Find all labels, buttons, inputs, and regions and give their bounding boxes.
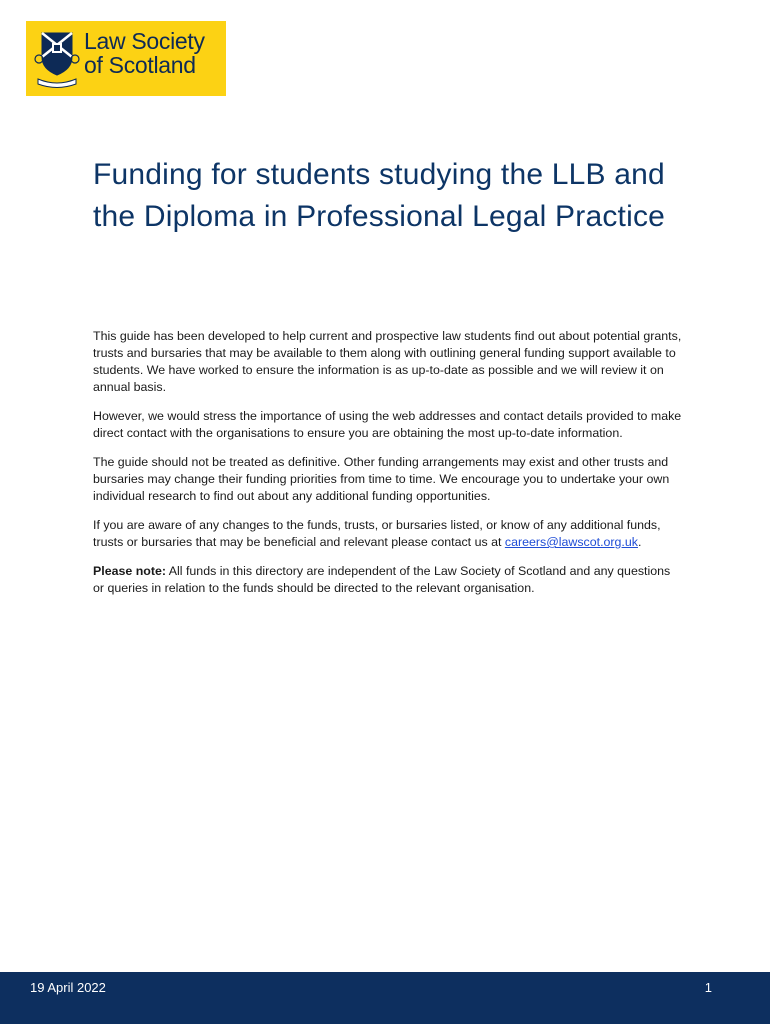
law-society-logo	[26, 21, 226, 96]
logo-line-1: Law Society	[84, 28, 205, 54]
contact-text: If you are aware of any changes to the funds, trusts, or bursaries listed, or know of any additional funds, trusts or bursaries that may be beneficial and relevant please contact us at	[93, 518, 661, 549]
footer-date: 19 April 2022	[30, 980, 106, 995]
page-title: Funding for students studying the LLB and the Diploma in Professional Legal Practice	[93, 158, 666, 233]
note-label: Please note:	[93, 564, 166, 578]
logo-line-2: of Scotland	[84, 52, 196, 78]
paragraph-note	[93, 563, 683, 597]
body-text	[93, 328, 683, 609]
contact-end: .	[637, 535, 642, 549]
page-footer	[0, 972, 770, 1024]
careers-email-link[interactable]: careers@lawscot.org.uk	[504, 535, 638, 549]
paragraph-contact	[93, 517, 683, 551]
paragraph-web-addresses: However, we would stress the importance of using the web addresses and contact details provided to make direct contact with the organisations to ensure you are obtaining the most up-to-date information.	[93, 409, 682, 440]
logo-wordmark	[84, 29, 205, 77]
paragraph-not-definitive: The guide should not be treated as definitive. Other funding arrangements may exist and other trusts and bursaries may change their funding priorities from time to time. We encourage you to undertake your own individual research to find out about any additional funding opportunities.	[93, 455, 670, 503]
page-number: 1	[704, 980, 712, 995]
crest-icon	[34, 29, 80, 89]
note-text: All funds in this directory are independent of the Law Society of Scotland and any questions or queries in relation to the funds should be directed to the relevant organisation.	[93, 564, 671, 595]
paragraph-intro: This guide has been developed to help current and prospective law students find out about potential grants, trusts and bursaries that may be available to them along with outlining general funding support available to students. We have worked to ensure the information is as up-to-date as possible and we will review it on annual basis.	[93, 329, 682, 394]
